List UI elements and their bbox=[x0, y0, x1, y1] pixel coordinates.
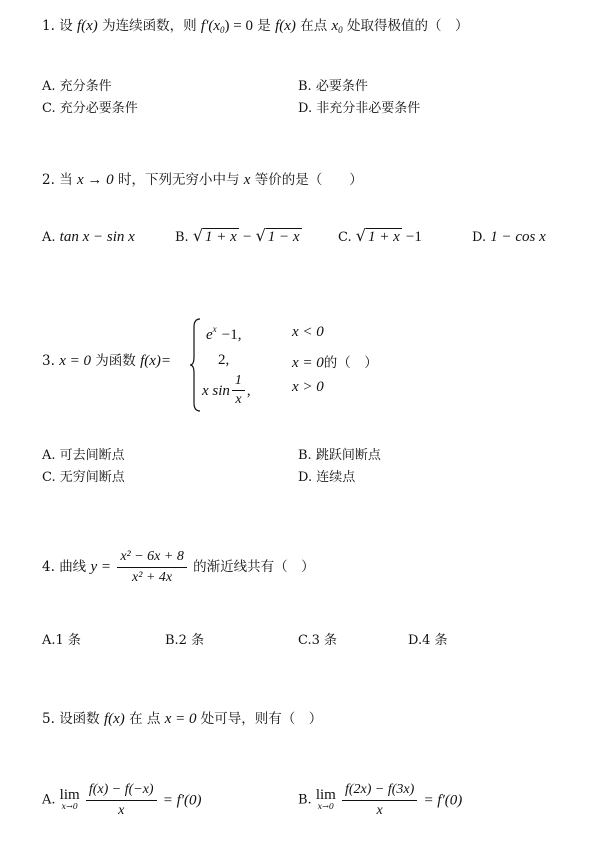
sqrt-icon: √ bbox=[255, 226, 266, 245]
math-expr: tan x − sin x bbox=[59, 229, 135, 245]
option-c[interactable]: C. 充分必要条件 bbox=[42, 101, 138, 116]
limit bbox=[59, 786, 80, 813]
option-a[interactable]: A.1 条 bbox=[42, 633, 81, 648]
lim-text: lim bbox=[315, 786, 336, 803]
case-2-cond bbox=[292, 352, 378, 372]
stem-text: 等价的是（ ） bbox=[254, 172, 363, 188]
math-expr: f(x) bbox=[76, 18, 98, 34]
left-brace-icon bbox=[190, 317, 202, 413]
case-3-cond: x > 0 bbox=[292, 379, 324, 395]
math-expr: 1 + x bbox=[367, 229, 400, 245]
fraction bbox=[86, 781, 157, 820]
math-expr: f(x)= bbox=[140, 353, 171, 369]
math-expr: x bbox=[331, 18, 339, 34]
denominator: x bbox=[376, 803, 383, 818]
stem-text: 处取得极值的（ ） bbox=[346, 18, 469, 34]
question-number: 3. bbox=[42, 353, 55, 369]
numerator: 1 bbox=[232, 373, 245, 391]
numerator: f(x) − f(−x) bbox=[86, 781, 157, 801]
math-expr: e bbox=[206, 327, 213, 343]
stem-text: 当 bbox=[59, 172, 73, 188]
option-c[interactable]: C.3 条 bbox=[298, 633, 338, 648]
denominator: x bbox=[118, 803, 125, 818]
option-a[interactable] bbox=[42, 781, 202, 820]
option-label: B. bbox=[298, 792, 312, 808]
fraction bbox=[342, 781, 417, 820]
option-label: D. bbox=[472, 230, 487, 245]
math-expr: 1 − cos x bbox=[490, 229, 546, 245]
option-b[interactable] bbox=[298, 781, 462, 820]
lim-text: lim bbox=[59, 786, 80, 803]
stem-text: 是 bbox=[257, 18, 271, 34]
math-expr: x sin bbox=[202, 383, 230, 399]
option-c[interactable] bbox=[338, 227, 422, 247]
numerator: x² − 6x + 8 bbox=[117, 548, 187, 568]
option-d[interactable]: D. 非充分非必要条件 bbox=[298, 101, 421, 116]
stem-text: 的（ ） bbox=[323, 355, 378, 371]
math-subscript: 0 bbox=[220, 25, 225, 35]
question-number: 1. bbox=[42, 18, 55, 34]
option-b[interactable] bbox=[175, 227, 302, 247]
math-expr: x → 0 bbox=[76, 172, 114, 188]
option-label: B. bbox=[175, 230, 189, 245]
option-a[interactable] bbox=[42, 228, 135, 247]
question-2-stem bbox=[42, 171, 363, 189]
denominator: x² + 4x bbox=[132, 570, 173, 585]
limit bbox=[315, 786, 336, 813]
option-label: A. bbox=[42, 792, 56, 808]
stem-text: 在点 bbox=[300, 18, 328, 34]
math-subscript: 0 bbox=[338, 25, 343, 35]
stem-text: 曲线 bbox=[59, 559, 87, 575]
stem-text: 的渐近线共有（ ） bbox=[193, 559, 315, 575]
case-1-cond: x < 0 bbox=[292, 324, 324, 340]
math-expr: x = 0 bbox=[59, 353, 91, 369]
math-expr: −1 bbox=[405, 229, 422, 245]
math-expr: − bbox=[242, 229, 252, 245]
fraction bbox=[117, 548, 187, 587]
option-b[interactable]: B.2 条 bbox=[165, 633, 205, 648]
stem-text: 处可导，则有（ ） bbox=[200, 711, 323, 727]
stem-text: 在 点 bbox=[129, 711, 161, 727]
math-expr: x = 0 bbox=[292, 355, 324, 371]
case-2-expr: 2, bbox=[218, 352, 230, 368]
math-expr: f(x) bbox=[103, 711, 125, 727]
math-expr: f′(x bbox=[200, 18, 221, 34]
option-label: A. bbox=[42, 230, 56, 245]
sqrt-icon: √ bbox=[355, 226, 366, 245]
math-superscript: x bbox=[212, 324, 217, 334]
math-expr: 1 − x bbox=[267, 229, 300, 245]
question-3-stem bbox=[42, 352, 171, 370]
math-expr: = f′(0) bbox=[162, 792, 202, 809]
option-d[interactable]: D.4 条 bbox=[408, 633, 448, 648]
option-a[interactable]: A. 可去间断点 bbox=[42, 448, 125, 463]
math-expr: y = bbox=[90, 559, 112, 575]
stem-text: 为连续函数，则 bbox=[102, 18, 197, 34]
question-number: 4. bbox=[42, 559, 55, 575]
case-1-expr bbox=[206, 324, 241, 344]
math-expr: x = 0 bbox=[164, 711, 197, 727]
option-label: C. bbox=[338, 230, 352, 245]
option-d[interactable]: D. 连续点 bbox=[298, 470, 356, 485]
math-expr: , bbox=[246, 383, 251, 399]
numerator: f(2x) − f(3x) bbox=[342, 781, 417, 801]
math-expr: f(x) bbox=[275, 18, 296, 34]
option-b[interactable]: B. 必要条件 bbox=[298, 79, 368, 94]
lim-subscript: x→0 bbox=[61, 801, 78, 811]
math-expr: x bbox=[243, 172, 251, 188]
question-number: 5. bbox=[42, 711, 55, 727]
math-expr: 1 + x bbox=[205, 229, 237, 245]
fraction bbox=[232, 373, 245, 408]
math-expr: = f′(0) bbox=[423, 792, 463, 809]
lim-subscript: x→0 bbox=[317, 801, 334, 811]
sqrt-icon: √ bbox=[192, 226, 204, 245]
question-number: 2. bbox=[42, 172, 55, 188]
option-d[interactable] bbox=[472, 228, 546, 247]
case-3-expr bbox=[202, 373, 251, 408]
option-c[interactable]: C. 无穷间断点 bbox=[42, 470, 125, 485]
question-5-stem bbox=[42, 710, 322, 728]
stem-text: 为函数 bbox=[95, 353, 136, 369]
option-b[interactable]: B. 跳跃间断点 bbox=[298, 448, 381, 463]
stem-text: 设函数 bbox=[59, 711, 100, 727]
stem-text: 时，下列无穷小中与 bbox=[117, 172, 240, 188]
denominator: x bbox=[235, 392, 242, 407]
math-expr: ) = 0 bbox=[224, 18, 253, 34]
option-a[interactable]: A. 充分条件 bbox=[42, 79, 112, 94]
question-1-stem bbox=[42, 17, 468, 39]
stem-text: 设 bbox=[59, 18, 73, 34]
math-expr: −1, bbox=[221, 327, 242, 343]
question-4-stem bbox=[42, 548, 315, 587]
